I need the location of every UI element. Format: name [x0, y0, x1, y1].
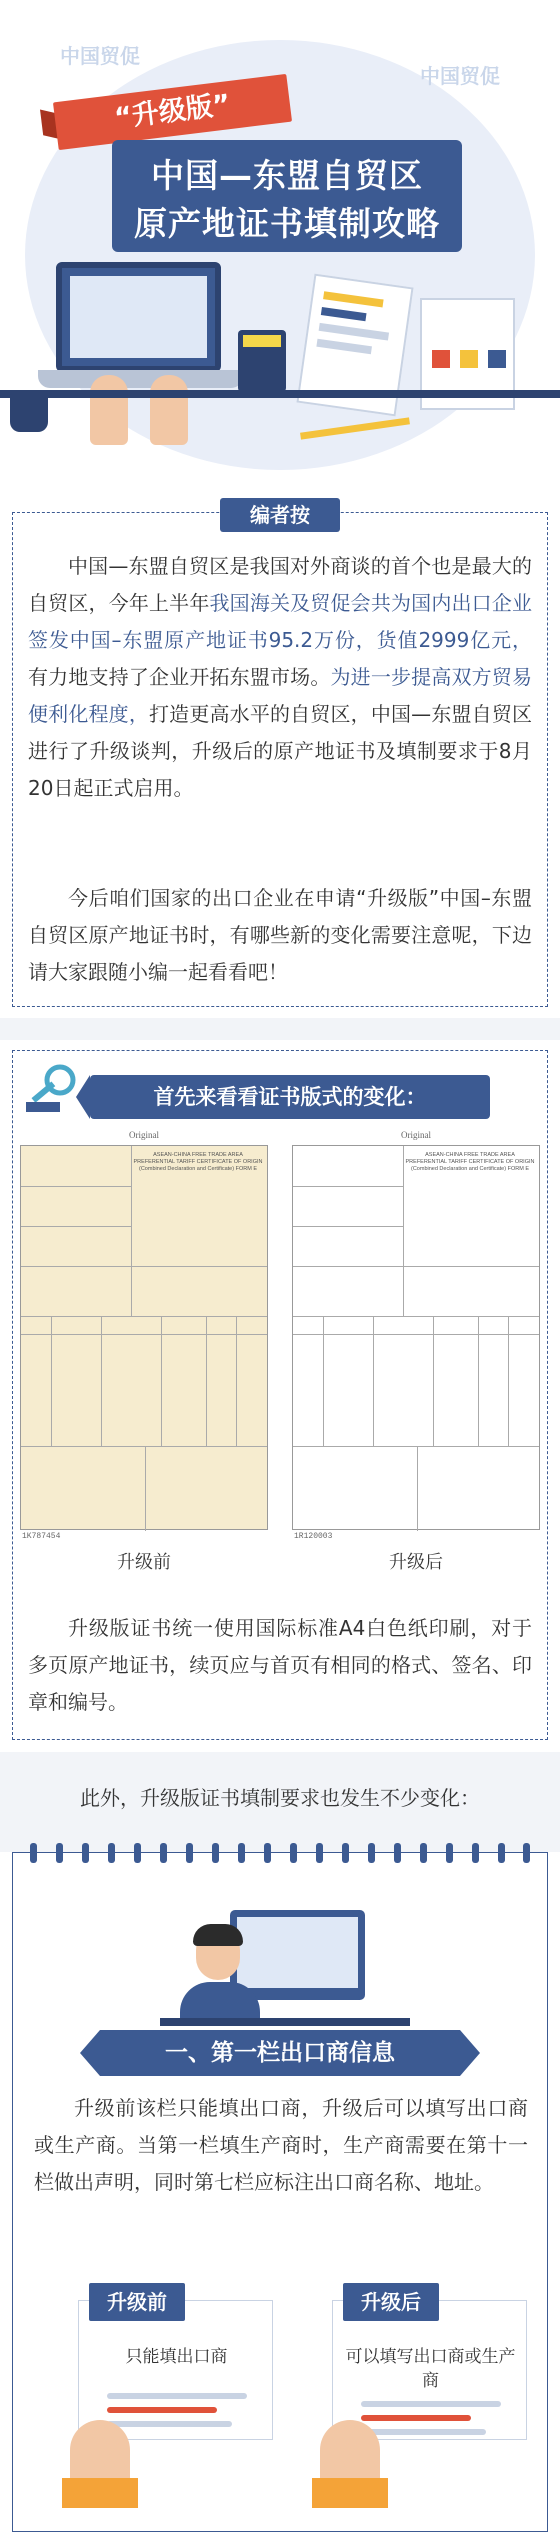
step1-banner: 一、第一栏出口商信息: [100, 2030, 460, 2076]
format-description: 升级版证书统一使用国际标准A4白色纸印刷，对于多页原产地证书，续页应与首页有相同的格式、签名、印章和编号。: [28, 1616, 532, 1714]
text-span: 中国—东盟自贸区是我国对外商谈的首个也是最大的自贸区，今年上半年: [28, 554, 532, 615]
person-body: [180, 1982, 260, 2022]
highlight-span: 为进一步提高双方贸易便利化程度，: [28, 665, 532, 726]
watermark: 中国贸促: [420, 64, 500, 88]
hand-icon: [90, 375, 128, 445]
laptop-base: [38, 370, 243, 388]
notebook-rings: [30, 1843, 530, 1863]
title-line-2: 原产地证书填制攻略: [134, 204, 440, 243]
card-after: [332, 2290, 527, 2440]
card-before-tag: 升级前: [89, 2283, 185, 2321]
title-panel: [112, 140, 462, 252]
caption-after: 升级后: [389, 1552, 443, 1573]
monitor-icon: [230, 1910, 365, 2000]
card-before: [78, 2290, 273, 2440]
card-after-text: 可以填写出口商或生产商: [345, 2347, 516, 2391]
original-label: Original: [401, 1130, 431, 1140]
certificate-title: ASEAN-CHINA FREE TRADE AREA PREFERENTIAL TARIFF CERTIFICATE OF ORIGIN (Combined Declaration and Certificate) FORM E: [133, 1152, 263, 1172]
editor-note-paragraph-1: [28, 548, 532, 807]
calculator-icon: [238, 330, 286, 392]
sleeve-cuff: [62, 2478, 138, 2508]
editor-note-paragraph-2: 今后咱们国家的出口企业在申请“升级版”中国–东盟自贸区原产地证书时，有哪些新的变化需要注意呢，下边请大家跟随小编一起看看吧！: [28, 886, 532, 984]
certificate-after: [292, 1130, 540, 1530]
highlight-span: 我国海关及贸促会共为国内出口企业签发中国–东盟原产地证书95.2万份，货值2999亿元，: [28, 591, 532, 652]
desk: [160, 2018, 410, 2026]
changes-note: 此外，升级版证书填制要求也发生不少变化：: [80, 1786, 480, 1810]
certificate-before: [20, 1130, 268, 1530]
text-span: 打造更高水平的自贸区，中国—东盟自贸区进行了升级谈判，升级后的原产地证书及填制要求于8月20日起正式启用。: [28, 702, 532, 800]
section-gap: [0, 1018, 560, 1040]
key-icon: [22, 1062, 82, 1122]
certificate-title: ASEAN-CHINA FREE TRADE AREA PREFERENTIAL TARIFF CERTIFICATE OF ORIGIN (Combined Declaration and Certificate) FORM E: [405, 1152, 535, 1172]
mug-icon: [10, 398, 48, 432]
certificate-number-after: 1R120003: [294, 1532, 333, 1541]
title-line-1: 中国—东盟自贸区: [151, 156, 423, 195]
card-after-tag: 升级后: [343, 2283, 439, 2321]
caption-before: 升级前: [117, 1552, 171, 1573]
person-hair: [193, 1924, 243, 1946]
laptop-icon: [56, 262, 221, 372]
format-banner: 首先来看看证书版式的变化：: [90, 1075, 490, 1119]
original-label: Original: [129, 1130, 159, 1140]
upgrade-ribbon: “升级版”: [53, 74, 292, 150]
hand-icon: [150, 375, 188, 445]
editor-note-label: 编者按: [220, 498, 340, 532]
desk: [0, 390, 560, 398]
certificate-number-before: 1K787454: [22, 1532, 61, 1541]
step1-description: 升级前该栏只能填出口商，升级后可以填写出口商或生产商。当第一栏填生产商时，生产商需要在第十一栏做出声明，同时第七栏应标注出口商名称、地址。: [34, 2096, 528, 2194]
sleeve-cuff: [312, 2478, 388, 2508]
watermark: 中国贸促: [60, 44, 140, 68]
card-before-text: 只能填出口商: [125, 2347, 228, 2367]
text-span: 有力地支持了企业开拓东盟市场。: [28, 665, 331, 689]
